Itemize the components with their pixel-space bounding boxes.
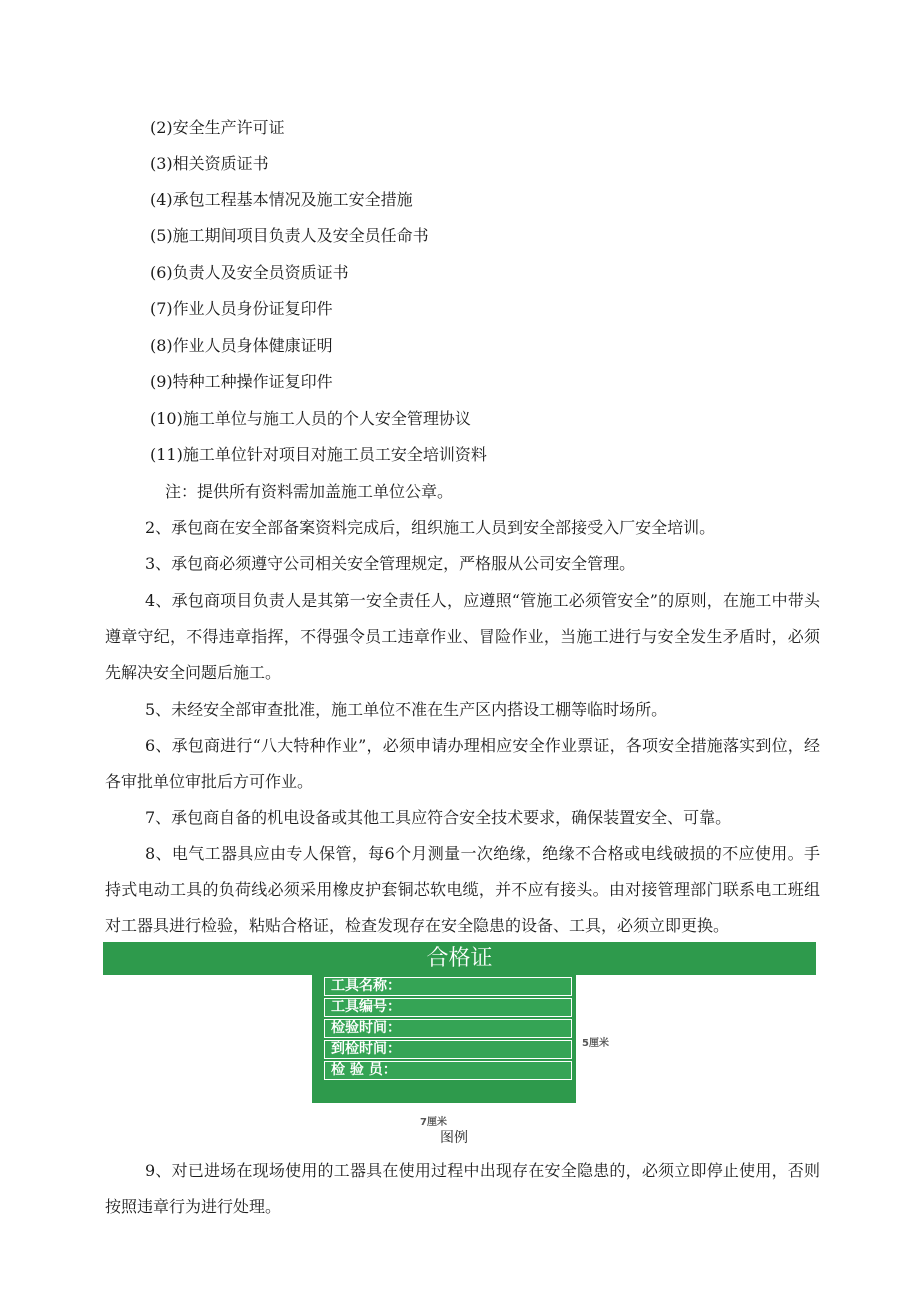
cert-field-inspector: 检 验 员：	[324, 1061, 572, 1080]
paragraph-9: 9、对已进场在现场使用的工器具在使用过程中出现存在安全隐患的，必须立即停止使用，否则按照违章行为进行处理。	[105, 1161, 820, 1216]
paragraph-2: 2、承包商在安全部备案资料完成后，组织施工人员到安全部接受入厂安全培训。	[145, 518, 716, 537]
certificate-title-banner: 合格证	[103, 942, 816, 975]
list-item: (5)施工期间项目负责人及安全员任命书	[150, 226, 429, 245]
list-item: (6)负责人及安全员资质证书	[150, 263, 349, 282]
cert-field-due-date: 到检时间：	[324, 1040, 572, 1059]
width-dimension-label: 7厘米	[420, 1117, 447, 1128]
list-item: (4)承包工程基本情况及施工安全措施	[150, 190, 413, 209]
list-item: (8)作业人员身体健康证明	[150, 336, 333, 355]
paragraph-6: 6、承包商进行“八大特种作业”，必须申请办理相应安全作业票证，各项安全措施落实到位，经各审批单位审批后方可作业。	[105, 736, 820, 791]
list-item: (10)施工单位与施工人员的个人安全管理协议	[150, 409, 471, 428]
paragraph-4: 4、承包商项目负责人是其第一安全责任人，应遵照“管施工必须管安全”的原则，在施工中带头遵章守纪，不得违章指挥，不得强令员工违章作业、冒险作业，当施工进行与安全发生矛盾时，必须先解决安全问题后施工。	[105, 591, 820, 682]
list-item: (3)相关资质证书	[150, 154, 269, 173]
figure-caption: 图例	[440, 1130, 468, 1146]
paragraph-7: 7、承包商自备的机电设备或其他工具应符合安全技术要求，确保装置安全、可靠。	[145, 808, 732, 827]
list-item: (7)作业人员身份证复印件	[150, 299, 333, 318]
list-item: (11)施工单位针对项目对施工员工安全培训资料	[150, 445, 487, 464]
cert-field-tool-name: 工具名称：	[324, 977, 572, 996]
height-dimension-label: 5厘米	[582, 1038, 609, 1049]
note-text: 注：提供所有资料需加盖施工单位公章。	[165, 482, 454, 501]
cert-field-tool-number: 工具编号：	[324, 998, 572, 1017]
cert-field-inspection-date: 检验时间：	[324, 1019, 572, 1038]
paragraph-3: 3、承包商必须遵守公司相关安全管理规定，严格服从公司安全管理。	[145, 554, 636, 573]
paragraph-8: 8、电气工器具应由专人保管，每6个月测量一次绝缘，绝缘不合格或电线破损的不应使用。手持式电动工具的负荷线必须采用橡皮护套铜芯软电缆，并不应有接头。由对接管理部门联系电工班组对工器具进行检验，粘贴合格证，检查发现存在安全隐患的设备、工具，必须立即更换。	[105, 844, 820, 935]
paragraph-5: 5、未经安全部审查批准，施工单位不准在生产区内搭设工棚等临时场所。	[145, 700, 668, 719]
certificate-label	[312, 975, 576, 1103]
list-item: (2)安全生产许可证	[150, 118, 285, 137]
list-item: (9)特种工种操作证复印件	[150, 372, 333, 391]
